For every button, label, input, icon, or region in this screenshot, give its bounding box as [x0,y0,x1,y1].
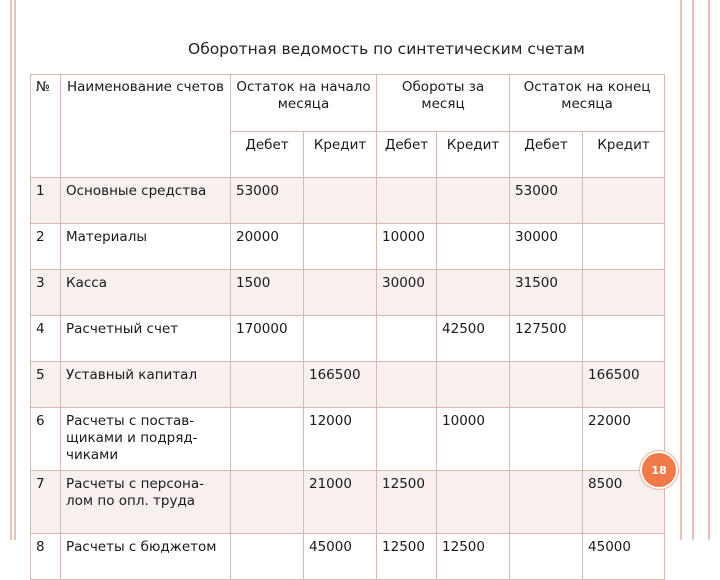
closing-credit-cell [583,178,665,224]
closing-debit-cell: 30000 [510,224,583,270]
header-turnover-credit: Кредит [437,132,510,178]
row-account-name: Расчеты с бюджетом [61,534,231,580]
row-num: 4 [31,316,61,362]
turnover-credit-cell: 42500 [437,316,510,362]
turnover-credit-cell [437,362,510,408]
turnover-debit-cell: 12500 [377,534,437,580]
header-turnover: Обороты за месяц [377,75,510,132]
row-account-name: Касса [61,270,231,316]
table-row [31,534,665,580]
row-num: 5 [31,362,61,408]
turnover-credit-cell: 12500 [437,534,510,580]
opening-debit-cell: 53000 [231,178,304,224]
opening-debit-cell [231,362,304,408]
opening-credit-cell [304,178,377,224]
row-account-name: Расчеты с персона- лом по опл. труда [61,471,231,534]
header-num: № [31,75,61,178]
turnover-credit-cell [437,224,510,270]
turnover-credit-cell [437,270,510,316]
table-row [31,408,665,471]
table-row [31,471,665,534]
row-num: 6 [31,408,61,471]
turnover-debit-cell [377,316,437,362]
row-num: 3 [31,270,61,316]
header-turnover-debit: Дебет [377,132,437,178]
opening-debit-cell: 170000 [231,316,304,362]
header-opening-balance: Остаток на начало месяца [231,75,377,132]
turnover-debit-cell [377,408,437,471]
opening-credit-cell [304,270,377,316]
opening-credit-cell: 45000 [304,534,377,580]
turnover-credit-cell: 10000 [437,408,510,471]
turnover-debit-cell: 30000 [377,270,437,316]
header-account-name: Наименование счетов [61,75,231,178]
opening-debit-cell [231,408,304,471]
turnover-table [30,74,665,580]
header-opening-debit: Дебет [231,132,304,178]
header-closing-credit: Кредит [583,132,665,178]
row-account-name: Расчетный счет [61,316,231,362]
table-row [31,316,665,362]
closing-debit-cell [510,362,583,408]
row-account-name: Уставный капитал [61,362,231,408]
turnover-debit-cell [377,178,437,224]
closing-credit-cell [583,224,665,270]
opening-debit-cell [231,534,304,580]
closing-credit-cell [583,270,665,316]
opening-credit-cell [304,316,377,362]
header-closing-debit: Дебет [510,132,583,178]
page-title: Оборотная ведомость по синтетическим счетам [188,40,585,58]
opening-credit-cell: 21000 [304,471,377,534]
closing-credit-cell: 166500 [583,362,665,408]
row-num: 2 [31,224,61,270]
closing-credit-cell: 8500 [583,471,665,534]
closing-debit-cell [510,408,583,471]
opening-credit-cell [304,224,377,270]
closing-credit-cell [583,316,665,362]
turnover-debit-cell [377,362,437,408]
table-row [31,224,665,270]
closing-debit-cell [510,471,583,534]
closing-debit-cell: 53000 [510,178,583,224]
table-row [31,270,665,316]
closing-debit-cell [510,534,583,580]
left-decorative-border [10,0,16,540]
row-account-name: Расчеты с постав-щиками и подряд-чиками [61,408,231,471]
opening-credit-cell: 166500 [304,362,377,408]
table-row [31,362,665,408]
row-account-name: Основные средства [61,178,231,224]
turnover-debit-cell: 12500 [377,471,437,534]
row-num: 8 [31,534,61,580]
header-opening-credit: Кредит [304,132,377,178]
header-closing-balance: Остаток на конец месяца [510,75,665,132]
right-decorative-border [680,0,710,540]
row-num: 1 [31,178,61,224]
opening-debit-cell [231,471,304,534]
slide-number-badge: 18 [642,453,676,487]
table-row [31,178,665,224]
opening-debit-cell: 1500 [231,270,304,316]
row-num: 7 [31,471,61,534]
closing-credit-cell: 22000 [583,408,665,471]
closing-credit-cell: 45000 [583,534,665,580]
closing-debit-cell: 127500 [510,316,583,362]
closing-debit-cell: 31500 [510,270,583,316]
turnover-credit-cell [437,178,510,224]
turnover-debit-cell: 10000 [377,224,437,270]
row-account-name: Материалы [61,224,231,270]
turnover-credit-cell [437,471,510,534]
opening-debit-cell: 20000 [231,224,304,270]
opening-credit-cell: 12000 [304,408,377,471]
